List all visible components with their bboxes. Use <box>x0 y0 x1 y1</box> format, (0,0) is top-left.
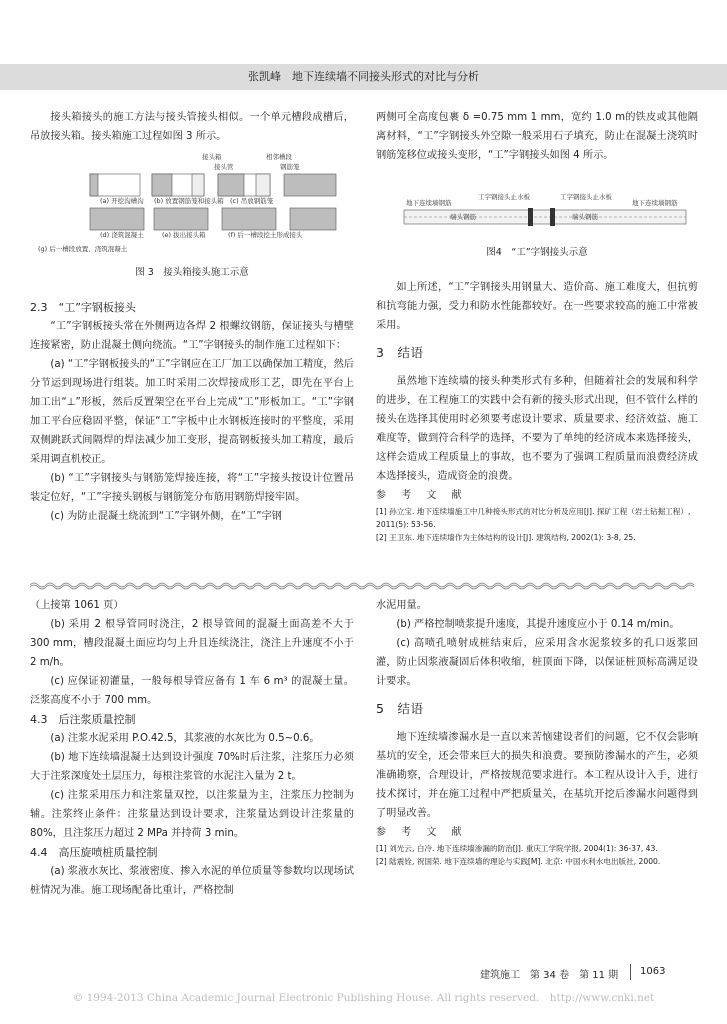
paragraph: (c) 注浆采用压力和注浆量双控，以注浆量为主，注浆压力控制为辅。注浆终止条件：注浆量达到设计要求，注浆量达到设计注浆量的 80%，且注浆压力超过 2 MPa 并持荷 3 min。 <box>30 790 354 839</box>
paragraph: (b) 严格控制喷浆提升速度，其提升速度应小于 0.14 m/min。 <box>396 619 680 630</box>
top-right-column <box>376 108 698 165</box>
paragraph: “工”字钢板接头常在外侧两边各焊 2 根螺纹钢筋，保证接头与槽壁连接紧密，防止混凝土侧向绕流。“工”字钢接头的制作施工过程如下： <box>30 321 354 351</box>
figure-label: 端头钢筋 <box>572 213 598 221</box>
paragraph: (c) 应保证初灌量，一般每根导管应备有 1 车 6 m³ 的混凝土量。泛浆高度不小于 700 mm。 <box>30 676 354 706</box>
figure-panel-label: (c) 吊放钢筋笼 <box>230 197 274 205</box>
top-left-column-cont <box>30 298 354 526</box>
figure-3 <box>34 152 352 262</box>
paragraph: (b) 采用 2 根导管同时浇注，2 根导管间的混凝土面高差不大于 300 mm，槽段混凝土面应均匀上升且连续浇注，浇注上升速度不小于 2 m/h。 <box>30 619 354 668</box>
figure-4-diagram <box>400 208 690 228</box>
reference-item: [2] 陆震铨, 祝国荣. 地下连续墙的理论与实践[M]. 北京: 中国水利水电出版社, 2000. <box>376 857 661 866</box>
paragraph: 接头箱接头的施工方法与接头管接头相似。一个单元槽段成槽后，吊放接头箱。接头箱施工过程如图 3 所示。 <box>30 112 354 142</box>
figure-3-diagram <box>34 172 352 238</box>
copyright-notice: © 1994-2013 China Academic Journal Electronic Publishing House. All rights reserved. http://www.cnki.net <box>72 992 655 1004</box>
figure-label: 工字钢接头止水板 <box>560 193 612 201</box>
section-title: 4.3 后注浆质量控制 <box>30 713 136 726</box>
figure-panel-label: (e) 拔出接头箱 <box>162 231 206 239</box>
references-title: 参 考 文 献 <box>376 490 468 501</box>
figure-panel-label: (b) 放置钢筋笼和接头箱 <box>154 197 224 205</box>
reference-item: [1] 刘光云, 白冷. 地下连续墙渗漏的防治[J]. 重庆工学院学报, 2004(1): 36-37, 43. <box>376 844 658 853</box>
paragraph: 两侧可全高度包裹 δ =0.75 mm 1 mm，宽约 1.0 m的铁皮或其他隔离材料，“工”字钢接头外空隙一般采用石子填充，防止在混凝土浇筑时钢筋笼移位或接头变形，“工”字钢接头如图 4 所示。 <box>376 112 698 161</box>
page-number: 1063 <box>640 966 666 977</box>
paragraph: 地下连续墙渗漏水是一直以来苦恼建设者们的问题，它不仅会影响基坑的安全，还会带来巨大的损失和浪费。要预防渗漏水的产生，必须准确勘察，合理设计，严格按规范要求进行。本工程从设计入手，进行技术探讨，并在施工过程中严把质量关，在基坑开挖后渗漏水问题得到了明显改善。 <box>376 732 698 819</box>
figure-label: 端头钢筋 <box>450 213 476 221</box>
section-title: 2.3 “工”字钢板接头 <box>30 301 136 314</box>
figure-4 <box>400 190 690 240</box>
figure-4-caption: 图4 “工”字钢接头示意 <box>486 247 588 258</box>
top-right-column-cont <box>376 278 698 544</box>
running-header: 张凯峰 地下连续墙不同接头形式的对比与分析 <box>248 70 479 83</box>
paragraph: (a) 浆液水灰比、浆液密度、掺入水泥的单位质量等参数均以现场试桩情况为准。施工现场配备比重计，严格控制 <box>30 866 354 896</box>
figure-label: 地下连续墙钢筋 <box>632 199 678 207</box>
reference-item: [1] 孙立宝. 地下连续墙施工中几种接头形式的对比分析及应用[J]. 探矿工程（岩土钻掘工程）, 2011(5): 53-56. <box>376 507 691 529</box>
paragraph: (a) “工”字钢板接头的“工”字钢应在工厂加工以确保加工精度，然后分节运到现场进行组装。加工时采用二次焊接成形工艺，即先在平台上加工出“⊥”形板，然后反置架空在平台上完成“工”形板加工。“工”字钢加工平台应稳固平整，保证“工”字板中止水钢板连接时的平整度，采用双侧跳跃式间隔焊的焊法减少加工变形，提高钢板接头加工精度，最后采用调直机校正。 <box>30 359 354 465</box>
section-title: 3 结语 <box>376 345 424 360</box>
figure-panel-label: (g) 后一槽段放置、浇筑混凝土 <box>38 245 128 253</box>
figure-callout: 钢筋笼 <box>280 163 300 171</box>
paragraph: (b) “工”字钢接头与钢筋笼焊接连接，将“工”字接头按设计位置吊装定位好，“工”字接头钢板与钢筋笼分布筋用钢筋焊接牢固。 <box>30 473 354 503</box>
footer-divider <box>630 964 631 980</box>
figure-panel-label: (a) 开挖沟槽沟 <box>100 197 144 205</box>
figure-panel-label: (f) 后一槽段挖土形成接头 <box>228 231 303 239</box>
paragraph: (b) 地下连续墙混凝土达到设计强度 70%时后注浆，注浆压力必须大于注浆深度处土层压力，每根注浆管的水泥注入量为 2 t。 <box>30 752 354 782</box>
references-title: 参 考 文 献 <box>376 827 468 838</box>
figure-label: 工字钢接头止水板 <box>478 193 530 201</box>
bottom-right-column <box>376 596 698 868</box>
continued-note: （上接第 1061 页） <box>30 600 124 611</box>
wavy-divider <box>30 580 697 590</box>
figure-panel-label: (d) 浇筑混凝土 <box>100 231 144 239</box>
paragraph: (a) 注浆水泥采用 P.O.42.5，其浆液的水灰比为 0.5~0.6。 <box>50 733 320 744</box>
figure-callout: 相邻槽段 <box>266 153 292 161</box>
paragraph: 虽然地下连续墙的接头种类形式有多种，但随着社会的发展和科学的进步，在工程施工的实践中会有新的接头形式出现，但不管什么样的接头在选择其使用时必须要考虑设计要求、质量要求、经济效益、施工难度等，做到符合科学的选择，不要为了单纯的经济成本来选择接头，这样会造成工程质量上的事故，也不要为了强调工程质量而浪费经济成本选择接头，造成资金的浪费。 <box>376 376 698 482</box>
paragraph: (c) 高喷孔喷射成桩结束后，应采用含水泥浆较多的孔口返浆回灌，防止因浆液凝固后体积收缩，桩顶面下降，以保证桩顶标高满足设计要求。 <box>376 638 698 687</box>
reference-item: [2] 王卫东. 地下连续墙作为主体结构的设计[J]. 建筑结构, 2002(1): 3-8, 25. <box>376 533 636 542</box>
paragraph: 如上所述，“工”字钢接头用钢量大、造价高、施工难度大，但抗剪和抗弯能力强，受力和防水性能都较好。在一些要求较高的施工中常被采用。 <box>376 282 698 331</box>
figure-callout: 接头管 <box>214 163 234 171</box>
figure-callout: 接头箱 <box>202 153 222 161</box>
top-left-column <box>30 108 354 146</box>
figure-3-caption: 图 3 接头箱接头施工示意 <box>135 267 249 278</box>
section-title: 4.4 高压旋喷桩质量控制 <box>30 846 158 859</box>
figure-label: 地下连续墙钢筋 <box>406 199 452 207</box>
paragraph: (c) 为防止混凝土绕流到“工”字钢外侧，在“工”字钢 <box>50 511 282 522</box>
journal-info: 建筑施工 第 34 卷 第 11 期 <box>480 970 619 981</box>
paragraph: 水泥用量。 <box>376 600 427 611</box>
bottom-left-column <box>30 596 354 900</box>
section-title: 5 结语 <box>376 701 424 716</box>
